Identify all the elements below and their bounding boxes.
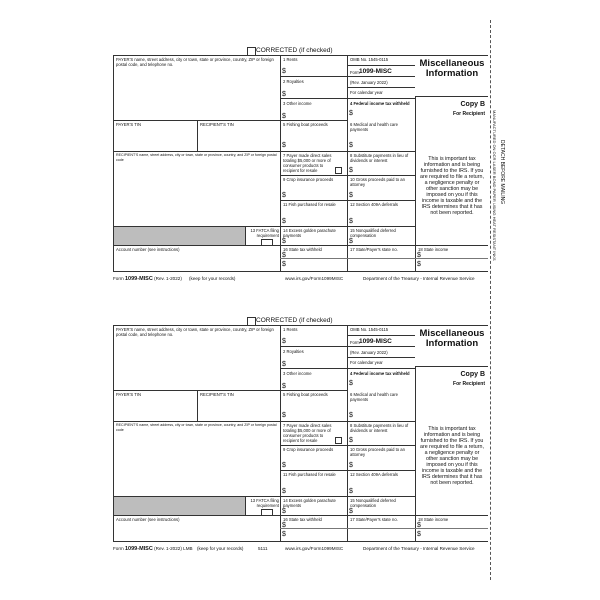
- box18-dollar-1: $: [417, 252, 421, 259]
- box2-label-2: 2 Royalties: [283, 349, 304, 354]
- detach-text: DETACH BEFORE MAILING: [499, 140, 505, 205]
- corrected-label: CORRECTED (if checked): [256, 47, 333, 54]
- footer-form: Form 1099-MISC (Rev. 1-2022): [113, 276, 182, 282]
- form-word-2: Form: [350, 340, 360, 345]
- box2-dollar: $: [282, 91, 286, 98]
- box12-dollar: $: [349, 218, 353, 225]
- box13-label: 13 FATCA filing requirement: [250, 228, 279, 238]
- box1-label-2: 1 Rents: [283, 327, 298, 332]
- form-1099-misc-top: [113, 46, 488, 287]
- box10-dollar-2: $: [349, 462, 353, 469]
- box8-label-2: 8 Substitute payments in lieu of dividends or interest: [350, 423, 409, 433]
- box3-dollar: $: [282, 113, 286, 120]
- box1-dollar-2: $: [282, 338, 286, 345]
- box7-label-2: 7 Payer made direct sales totaling $5,000 or more of consumer products to recipient for resale: [283, 423, 332, 443]
- perforation-line: [490, 20, 491, 580]
- box16-dollar-2: $: [282, 261, 286, 268]
- box9-label: 9 Crop insurance proceeds: [283, 177, 334, 182]
- box9-dollar-2: $: [282, 462, 286, 469]
- box16-dollar-1: $: [282, 252, 286, 259]
- box12-dollar-2: $: [349, 488, 353, 495]
- box1-label: 1 Rents: [283, 57, 298, 62]
- recipient-name-label: RECIPIENT'S name, street address, city or town, state or province, country, and ZIP or foreign postal code: [116, 153, 277, 162]
- account-number-label-2: Account number (see instructions): [116, 517, 180, 522]
- omb-number-2: OMB No. 1545-0115: [350, 327, 389, 332]
- box18-dollar-2b: $: [417, 531, 421, 538]
- box18-label-2: 18 State income: [418, 517, 449, 522]
- rev-date-2: (Rev. January 2022): [350, 350, 388, 355]
- box8-dollar: $: [349, 167, 353, 174]
- account-number-label: Account number (see instructions): [116, 247, 180, 252]
- box7-checkbox[interactable]: [335, 167, 342, 174]
- notice-text-2: This is important tax information and is being furnished to the IRS. If you are required to file a return, a negligence penalty or other sanction may be imposed on you if this income is taxable and the IRS determines that it has not been reported.: [420, 426, 484, 486]
- payer-tin-label: PAYER'S TIN: [116, 122, 141, 127]
- box4-dollar-2: $: [349, 380, 353, 387]
- box6-dollar: $: [349, 142, 353, 149]
- footer-url: www.irs.gov/Form1099MISC: [285, 276, 344, 281]
- box15-label: 15 Nonqualified deferred compensation: [350, 228, 396, 238]
- payer-block-label: PAYER'S name, street address, city or town, state or province, country, ZIP or foreign postal code, and telephone no.: [116, 57, 274, 67]
- box15-dollar-2: $: [349, 508, 353, 515]
- box16-label: 16 State tax withheld: [283, 247, 322, 252]
- box11-dollar: $: [282, 218, 286, 225]
- fatca-checkbox-2[interactable]: [261, 509, 273, 516]
- calendar-year-label: For calendar year: [350, 90, 383, 95]
- box18-dollar-1b: $: [417, 522, 421, 529]
- payer-block-label-2: PAYER'S name, street address, city or town, state or province, country, ZIP or foreign postal code, and telephone no.: [116, 327, 274, 337]
- box9-label-2: 9 Crop insurance proceeds: [283, 447, 334, 452]
- box15-dollar: $: [349, 238, 353, 245]
- box10-label-2: 10 Gross proceeds paid to an attorney: [350, 447, 405, 457]
- box14-label: 14 Excess golden parachute payments: [283, 228, 336, 238]
- box14-label-2: 14 Excess golden parachute payments: [283, 498, 336, 508]
- form-title: Miscellaneous Information: [419, 58, 485, 79]
- recipient-tin-label: RECIPIENT'S TIN: [200, 122, 234, 127]
- box3-label-2: 3 Other income: [283, 371, 312, 376]
- corrected-label-2: CORRECTED (if checked): [256, 317, 333, 324]
- recipient-tin-label-2: RECIPIENT'S TIN: [200, 392, 234, 397]
- rev-date: (Rev. January 2022): [350, 80, 388, 85]
- box7-label: 7 Payer made direct sales totaling $5,000 or more of consumer products to recipient for resale: [283, 153, 332, 173]
- footer-form-2: Form 1099-MISC (Rev. 1-2022) LMB: [113, 546, 193, 552]
- box11-label: 11 Fish purchased for resale: [283, 202, 336, 207]
- box16-dollar-2b: $: [282, 531, 286, 538]
- box3-dollar-2: $: [282, 383, 286, 390]
- box6-label: 6 Medical and health care payments: [350, 122, 398, 132]
- box12-label: 12 Section 409A deferrals: [350, 202, 398, 207]
- box16-dollar-1b: $: [282, 522, 286, 529]
- box16-label-2: 16 State tax withheld: [283, 517, 322, 522]
- footer-dept: Department of the Treasury - Internal Revenue Service: [363, 276, 475, 281]
- box1-dollar: $: [282, 68, 286, 75]
- box17-label: 17 State/Payer's state no.: [350, 247, 398, 252]
- copy-b-label: Copy B: [460, 101, 485, 108]
- box8-dollar-2: $: [349, 437, 353, 444]
- box4-dollar: $: [349, 110, 353, 117]
- manufactured-text: MANUFACTURED ON OCR LASER BOND PAPER USING HEAT RESISTANT INKS: [492, 110, 497, 261]
- footer-dept-2: Department of the Treasury - Internal Revenue Service: [363, 546, 475, 551]
- footer-code: 5111: [258, 546, 268, 551]
- box8-label: 8 Substitute payments in lieu of dividends or interest: [350, 153, 409, 163]
- form-name-2: 1099-MISC: [359, 338, 392, 345]
- form-name: 1099-MISC: [359, 68, 392, 75]
- box11-dollar-2: $: [282, 488, 286, 495]
- box7-checkbox-2[interactable]: [335, 437, 342, 444]
- box5-label: 5 Fishing boat proceeds: [283, 122, 328, 127]
- calendar-year-label-2: For calendar year: [350, 360, 383, 365]
- box5-label-2: 5 Fishing boat proceeds: [283, 392, 328, 397]
- box15-label-2: 15 Nonqualified deferred compensation: [350, 498, 396, 508]
- omb-number: OMB No. 1545-0115: [350, 57, 389, 62]
- fatca-checkbox[interactable]: [261, 239, 273, 246]
- box4-label: 4 Federal income tax withheld: [350, 101, 410, 106]
- box4-label-2: 4 Federal income tax withheld: [350, 371, 410, 376]
- box9-dollar: $: [282, 192, 286, 199]
- copy-b-label-2: Copy B: [460, 371, 485, 378]
- box17-label-2: 17 State/Payer's state no.: [350, 517, 398, 522]
- footer-keep: (keep for your records): [189, 276, 236, 281]
- payer-tin-label-2: PAYER'S TIN: [116, 392, 141, 397]
- box13-label-2: 13 FATCA filing requirement: [250, 498, 279, 508]
- box6-dollar-2: $: [349, 412, 353, 419]
- box18-dollar-2: $: [417, 261, 421, 268]
- box12-label-2: 12 Section 409A deferrals: [350, 472, 398, 477]
- box14-dollar: $: [282, 238, 286, 245]
- notice-text: This is important tax information and is being furnished to the IRS. If you are required to file a return, a negligence penalty or other sanction may be imposed on you if this income is taxable and the IRS determines that it has not been reported.: [420, 156, 484, 216]
- box6-label-2: 6 Medical and health care payments: [350, 392, 398, 402]
- footer-keep-2: (keep for your records): [197, 546, 244, 551]
- for-recipient-label-2: For Recipient: [453, 381, 485, 387]
- box10-dollar: $: [349, 192, 353, 199]
- box2-dollar-2: $: [282, 361, 286, 368]
- footer-url-2: www.irs.gov/Form1099MISC: [285, 546, 344, 551]
- form-title-2: Miscellaneous Information: [419, 328, 485, 349]
- box11-label-2: 11 Fish purchased for resale: [283, 472, 336, 477]
- box18-label: 18 State income: [418, 247, 449, 252]
- form-word: Form: [350, 70, 360, 75]
- box2-label: 2 Royalties: [283, 79, 304, 84]
- form-1099-misc-bottom: [113, 318, 488, 559]
- box14-dollar-2: $: [282, 508, 286, 515]
- box5-dollar-2: $: [282, 412, 286, 419]
- recipient-name-label-2: RECIPIENT'S name, street address, city or town, state or province, country, and ZIP or foreign postal code: [116, 423, 277, 432]
- for-recipient-label: For Recipient: [453, 111, 485, 117]
- box3-label: 3 Other income: [283, 101, 312, 106]
- box5-dollar: $: [282, 142, 286, 149]
- box10-label: 10 Gross proceeds paid to an attorney: [350, 177, 405, 187]
